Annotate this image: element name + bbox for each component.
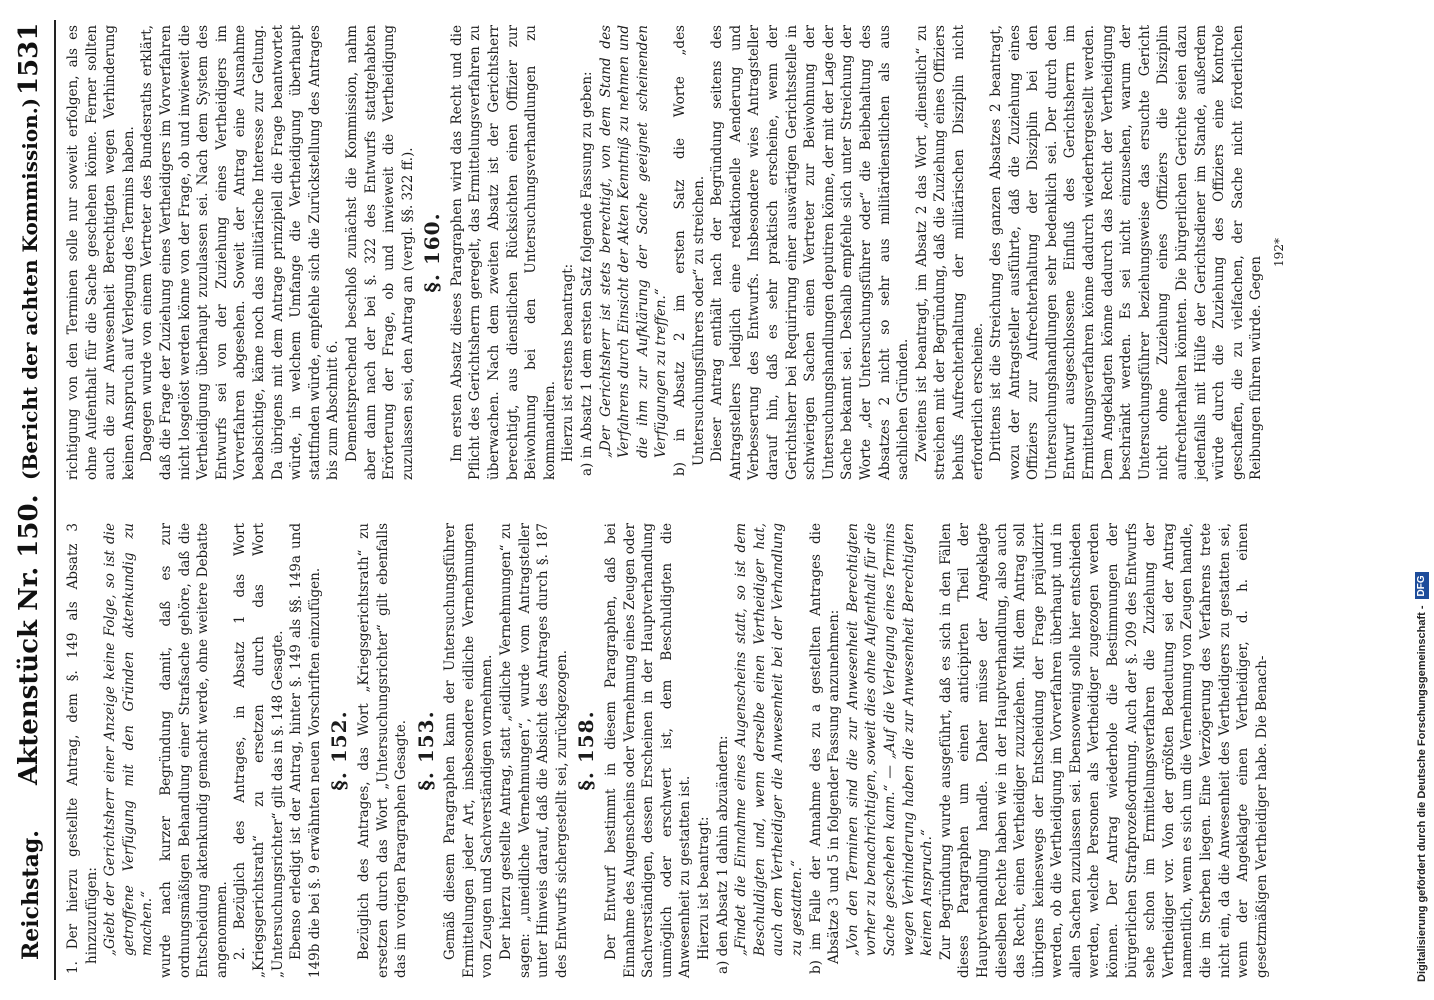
paragraph: Der Entwurf bestimmt in diesem Paragraphen, daß bei Einnahme des Augenscheins oder Vernehmung eines Zeugen oder Sachverständigen, dessen Erscheinen in der Hauptverhandlung unmöglich oder erschwert ist, dem Beschuldigten die Anwesenheit zu gestatten ist. <box>603 523 694 978</box>
paragraph: Dagegen wurde von einem Vertreter des Bundesraths erklärt, daß die Frage der Zuziehung eines Vertheidigers im Vorverfahren nicht losgelöst werden könne von der Frage, ob und inwieweit die Vertheidigung überhaupt zuzulassen sei. Nach dem System des Entwurfs sei von der Zuziehung eines Vertheidigers im Vorverfahren abgesehen. Soweit der Antrag eine Ausnahme beabsichtige, käme noch das militärische Interesse zur Geltung. Da übrigens mit dem Antrage prinzipiell die Frage beantwortet würde, in welchem Umfange die Vertheidigung überhaupt stattfinden würde, empfehle sich die Zurückstellung des Antrages bis zum Abschnitt 6. <box>139 25 342 480</box>
header-document-reference: Aktenstück Nr. 150. <box>14 494 44 785</box>
paragraph: 2. Bezüglich des Antrages, in Absatz 1 das Wort „Kriegsgerichtsrath“ zu ersetzen durch das Wort „Untersuchungsrichter“ gilt das in §. 148 Gesagte. <box>232 523 286 978</box>
paragraph: Im ersten Absatz dieses Paragraphen wird das Recht und die Pflicht des Gerichtsherrn geregelt, das Ermittelungsverfahren zu überwachen. Nach dem zweiten Absatz ist der Gerichtsherr berechtigt, aus dienstlichen Rücksichten einen Offizier zur Beiwohnung bei den Untersuchungsverhandlungen zu kommandiren. <box>448 25 558 480</box>
list-item: b) im Falle der Annahme des zu a gestellten Antrages die Absätze 3 und 5 in folgender Fassung anzunehmen: <box>807 523 843 974</box>
list-item: 1. Der hierzu gestellte Antrag, dem §. 149 als Absatz 3 hinzuzufügen: <box>65 523 100 974</box>
header-left-title: Reichstag. <box>18 830 44 960</box>
paragraph: Der hierzu gestellte Antrag, statt „eidliche Vernehmungen“ zu sagen: „uneidliche Vernehmungen“, wurde vom Antragsteller unter Hinweis darauf, daß die Absicht des Antrages durch §. 187 des Entwurfs sichergestellt sei, zurückgezogen. <box>498 523 570 978</box>
digitization-sidebar <box>1409 18 1434 982</box>
digitization-credit: Digitalisierung gefördert durch die Deutsche Forschungsgemeinschaft - <box>1416 605 1428 982</box>
paragraph: Gemäß diesem Paragraphen kann der Untersuchungsführer Ermittelungen jeder Art, insbesondere eidliche Vernehmungen von Zeugen und Sachverständigen vornehmen. <box>442 523 496 978</box>
paragraph: Drittens ist die Streichung des ganzen Absatzes 2 beantragt, wozu der Antragsteller ausführte, daß die Zuziehung eines Offiziers zur Aufrechterhaltung der Disziplin bei den Untersuchungshandlungen sehr bedenklich sei. Der durch den Entwurf ausgeschlossene Einfluß des Gerichtsherrn im Ermittelungsverfahren könne dadurch wiederhergestellt werden. Dem Angeklagten könne dadurch das Recht der Vertheidigung beschränkt werden. Es sei nicht einzusehen, warum der Untersuchungsführer beziehungsweise das ersuchte Gericht nicht ohne Zuziehung eines Offiziers die Disziplin aufrechterhalten könnten. Die bürgerlichen Gerichte seien dazu jedenfalls mit Hülfe der Gerichtsdiener im Stande, außerdem würde durch die Zuziehung des Offiziers eine Kontrole geschaffen, die zu vielfachen, der Sache nicht förderlichen Reibungen führen würde. Gegen <box>988 25 1265 480</box>
paragraph: Dementsprechend beschloß zunächst die Kommission, nahm aber dann nach der bei §. 322 des Entwurfs stattgehabten Erörterung der Frage, ob und inwieweit die Vertheidigung zuzulassen sei, den Antrag an (vergl. §§. 322 ff.). <box>343 25 416 480</box>
left-text-column <box>64 523 1271 978</box>
paragraph: Hierzu ist beantragt: <box>696 816 712 960</box>
paragraph: Zur Begründung wurde ausgeführt, daß es sich in den Fällen dieses Paragraphen um einen anticipirten Theil der Hauptverhandlung handle. Daher müsse der Angeklagte dieselben Rechte haben wie in der Hauptverhandlung, also auch das Recht, einen Vertheidiger zuzuziehen. Mit dem Antrag soll übrigens keineswegs der Entscheidung der Frage präjudizirt werden, ob die Vertheidigung im Vorverfahren überhaupt und in allen Sachen zuzulassen sei. Ebensowenig solle hier entschieden werden, welche Personen als Vertheidiger zugezogen werden können. Der Antrag wiederhole die Bestimmungen der bürgerlichen Strafprozeßordnung. Auch der §. 209 des Entwurfs sehe schon im Ermittelungsverfahren die Zuziehung der Vertheidiger vor. Von der größten Bedeutung sei der Antrag namentlich, wenn es sich um die Vernehmung von Zeugen handle, die im Sterben liegen. Eine Verzögerung des Verfahrens trete nicht ein, da die Anwesenheit des Vertheidigers zu gestatten sei, wenn der Angeklagte einen Vertheidiger, d. h. einen gesetzmäßigen Vertheidiger habe. Die Benach- <box>937 523 1270 978</box>
quoted-text: „Von den Terminen sind die zur Anwesenheit Berechtigten vorher zu benachrichtigen, soweit dies ohne Aufenthalt für die Sache geschehen kann.“ — „Auf die Verlegung eines Termins wegen Verhinderung haben die zur Anwesenheit Berechtigten keinen Anspruch.“ <box>844 523 936 956</box>
section-heading: §. 153. <box>413 710 438 791</box>
header-right-title: (Bericht der achten Kommission.) <box>18 97 42 480</box>
quoted-text: „Findet die Einnahme eines Augenscheins statt, so ist dem Beschuldigten und, wenn derselbe einen Vertheidiger hat, auch dem Vertheidiger die Anwesenheit bei der Verhandlung zu gestatten.“ <box>733 523 805 956</box>
paragraph: richtigung von den Terminen solle nur soweit erfolgen, als es ohne Aufenthalt für die Sache geschehen könne. Ferner sollten auch die zur Anwesenheit Berechtigten wegen Verhinderung keinen Anspruch auf Verlegung des Termins haben. <box>65 25 137 480</box>
section-heading: §. 152. <box>327 710 352 791</box>
header-rule <box>54 20 56 980</box>
paragraph: Ebenso erledigt ist der Antrag, hinter §. 149 als §§. 149a und 149b die bei §. 9 erwähnten neuen Vorschriften einzufügen. <box>288 523 323 978</box>
paragraph: Hierzu ist erstens beantragt: <box>560 263 577 462</box>
paragraph: Bezüglich des Antrages, das Wort „Kriegsgerichtsrath“ zu ersetzen durch das Wort „Untersuchungsrichter“ gilt ebenfalls das im vorigen Paragraphen Gesagte. <box>355 523 410 978</box>
right-text-column <box>64 25 1289 480</box>
list-item: a) in Absatz 1 dem ersten Satz folgende Fassung zu geben: <box>579 71 596 476</box>
quoted-text: „Giebt der Gerichtsherr einer Anzeige keine Folge, so ist die getroffene Verfügung mit den Gründen aktenkundig zu machen.“ <box>102 523 156 956</box>
page-number: 1531 <box>14 22 44 95</box>
paragraph: Zweitens ist beantragt, im Absatz 2 das Wort „dienstlich“ zu streichen mit der Begründung, daß die Zuziehung eines Offiziers behufs Aufrechterhaltung der militärischen Disziplin nicht erforderlich erscheine. <box>913 25 986 480</box>
list-item: a) den Absatz 1 dahin abzuändern: <box>714 735 731 974</box>
paragraph: wurde nach kurzer Begründung damit, daß es zur ordnungsmäßigen Behandlung einer Strafsache gehöre, daß die Entscheidung aktenkundig gemacht werde, ohne weitere Debatte angenommen. <box>157 523 230 978</box>
list-item: b) in Absatz 2 im ersten Satz die Worte „des Untersuchungsführers oder“ zu streichen. <box>672 25 707 476</box>
section-heading: §. 160. <box>420 212 445 293</box>
paragraph: Dieser Antrag enthält nach der Begründung seitens des Antragstellers lediglich eine redaktionelle Aenderung und Verbesserung des Entwurfs. Insbesondere wies Antragsteller darauf hin, daß es sehr praktisch erscheine, wenn der Gerichtsherr bei Requirirung einer auswärtigen Gerichtsstelle in schwierigen Sachen einen Vertreter zur Beiwohnung der Untersuchungshandlungen deputiren könne, der mit der Lage der Sache bekannt sei. Deshalb empfehle sich unter Streichung der Worte „der Untersuchungsführer oder“ die Beibehaltung des Absatzes 2 nicht so sehr aus militärdienstlichen als aus sachlichen Gründen. <box>709 25 912 480</box>
signature-mark: 192* <box>1272 238 1286 267</box>
quoted-text: „Der Gerichtsherr ist stets berechtigt, von dem Stand des Verfahrens durch Einsicht der Akten Kenntniß zu nehmen und die ihm zur Aufklärung der Sache geeignet scheinenden Verfügungen zu treffen.“ <box>597 25 670 458</box>
dfg-logo: DFG <box>1415 572 1429 599</box>
section-heading: §. 158. <box>574 710 599 791</box>
